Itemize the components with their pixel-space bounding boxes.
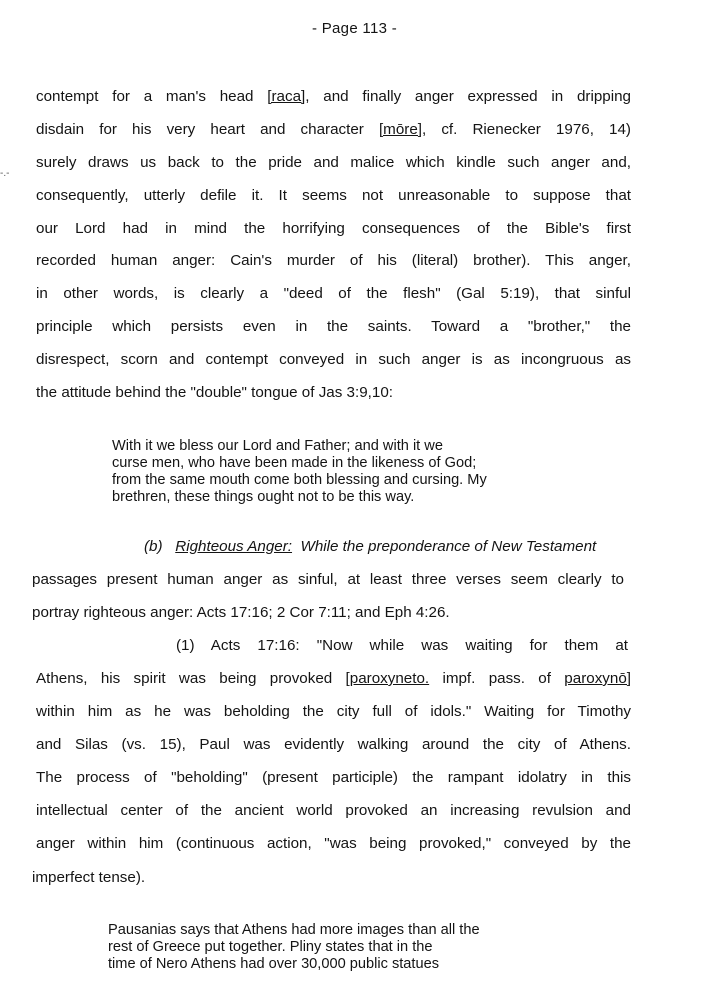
quote-line: brethren, these things ought not to be this way. <box>112 489 415 505</box>
body-line: disdain for his very heart and character [mōre], cf. Rienecker 1976, 14) <box>36 121 631 138</box>
quote-line: With it we bless our Lord and Father; and with it we <box>112 438 443 454</box>
body-line: our Lord had in mind the horrifying consequences of the Bible's first <box>36 220 631 237</box>
body-line: disrespect, scorn and contempt conveyed in such anger is as incongruous as <box>36 351 631 368</box>
body-line: Athens, his spirit was being provoked [paroxyneto. impf. pass. of paroxynō] <box>36 670 631 687</box>
margin-mark: -.- <box>0 168 10 179</box>
section-marker: (b) <box>144 538 163 555</box>
term-more: [mōre] <box>378 121 422 138</box>
page-header: - Page 113 - <box>311 20 398 37</box>
body-line: principle which persists even in the saints. Toward a "brother," the <box>36 318 631 335</box>
quote-line: rest of Greece put together. Pliny states that in the <box>108 939 433 955</box>
body-line: anger within him (continuous action, "was being provoked," conveyed by the <box>36 835 631 852</box>
body-line: within him as he was beholding the city full of idols." Waiting for Timothy <box>36 703 631 720</box>
section-heading: Righteous Anger: <box>175 538 293 555</box>
section-heading-line <box>144 537 629 557</box>
term-raca: [raca] <box>267 88 306 105</box>
body-line: consequently, utterly defile it. It seems not unreasonable to suppose that <box>36 187 631 204</box>
body-line: passages present human anger as sinful, at least three verses seem clearly to <box>32 571 624 588</box>
section-intro: While the preponderance of New Testament <box>300 538 597 555</box>
quote-line: from the same mouth come both blessing and cursing. My <box>112 472 487 488</box>
body-line: in other words, is clearly a "deed of the flesh" (Gal 5:19), that sinful <box>36 285 631 302</box>
term-paroxyneto: [paroxyneto. <box>345 670 430 687</box>
body-line: intellectual center of the ancient world provoked an increasing revulsion and <box>36 802 631 819</box>
quote-line: curse men, who have been made in the likeness of God; <box>112 455 477 471</box>
term-paroxyno: paroxynō] <box>564 670 631 687</box>
body-line: and Silas (vs. 15), Paul was evidently walking around the city of Athens. <box>36 736 631 753</box>
quote-line: time of Nero Athens had over 30,000 public statues <box>108 956 439 972</box>
quote-line: Pausanias says that Athens had more images than all the <box>108 922 480 938</box>
body-line: The process of "beholding" (present participle) the rampant idolatry in this <box>36 769 631 786</box>
body-line: (1) Acts 17:16: "Now while was waiting for them at <box>176 637 628 654</box>
body-line: surely draws us back to the pride and malice which kindle such anger and, <box>36 154 631 171</box>
body-line: the attitude behind the "double" tongue of Jas 3:9,10: <box>36 384 393 401</box>
body-line: contempt for a man's head [raca], and finally anger expressed in dripping <box>36 88 631 105</box>
body-line: portray righteous anger: Acts 17:16; 2 Cor 7:11; and Eph 4:26. <box>32 604 450 621</box>
body-line: imperfect tense). <box>32 869 146 886</box>
body-line: recorded human anger: Cain's murder of his (literal) brother). This anger, <box>36 252 631 269</box>
